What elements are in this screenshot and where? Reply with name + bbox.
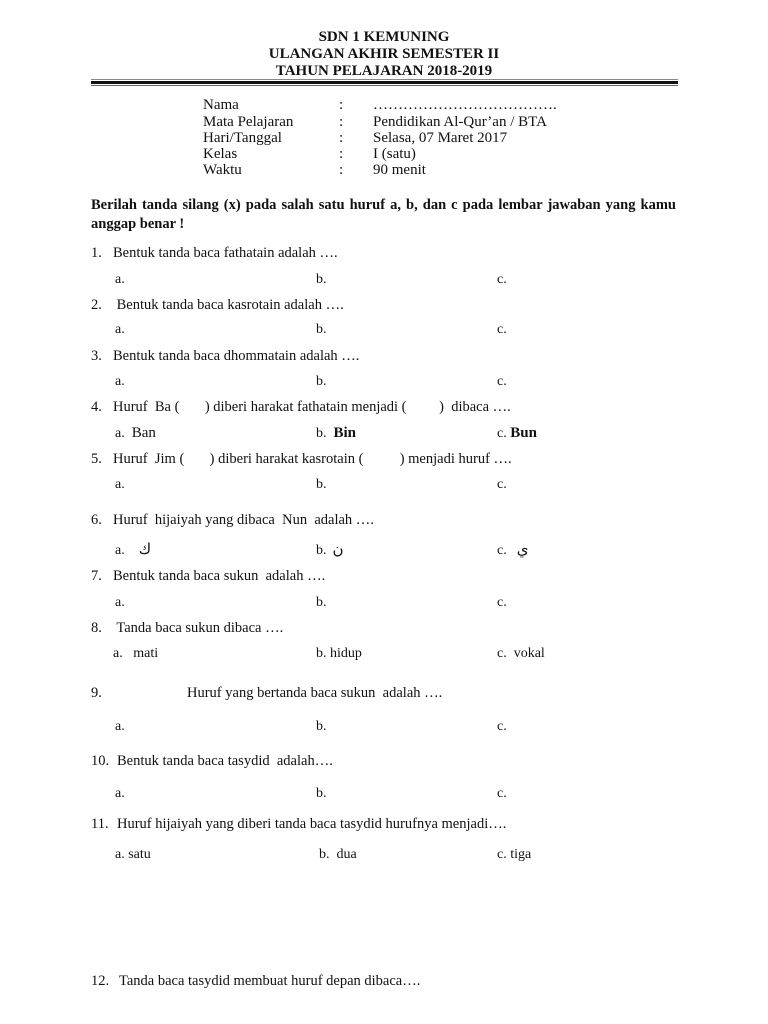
question-number: 9. bbox=[91, 685, 102, 701]
option-b[interactable]: b. bbox=[316, 272, 327, 287]
option-value: mati bbox=[133, 646, 159, 661]
question-number: 10. bbox=[91, 753, 110, 769]
question-number: 7. bbox=[91, 568, 102, 584]
option-value: Bun bbox=[510, 425, 537, 441]
option-c[interactable]: c. bbox=[497, 719, 507, 734]
option-b[interactable]: b. bbox=[316, 477, 327, 492]
option-b[interactable]: b. bbox=[316, 595, 327, 610]
option-letter: a. bbox=[115, 543, 125, 558]
question-number: 3. bbox=[91, 348, 102, 364]
option-b[interactable]: b. bbox=[316, 719, 327, 734]
option-a[interactable]: a. bbox=[115, 272, 125, 287]
option-letter: c. bbox=[497, 646, 507, 661]
question-text: Bentuk tanda baca fathatain adalah …. bbox=[113, 245, 338, 261]
option-letter: b. bbox=[316, 543, 327, 558]
question-number: 5. bbox=[91, 451, 102, 467]
option-letter: c. bbox=[497, 426, 507, 441]
option-a[interactable]: a. bbox=[115, 786, 125, 801]
option-a[interactable]: a. bbox=[115, 719, 125, 734]
header-divider-thick bbox=[91, 81, 678, 84]
header-divider-top bbox=[91, 79, 678, 80]
question-1 bbox=[91, 245, 338, 261]
option-value: hidup bbox=[330, 646, 362, 661]
option-c[interactable]: c. bbox=[497, 322, 507, 337]
school-name: SDN 1 KEMUNING bbox=[318, 29, 450, 45]
question-text: Huruf hijaiyah yang diberi tanda baca tasydid hurufnya menjadi…. bbox=[117, 816, 507, 832]
info-label-nama: Nama bbox=[203, 97, 239, 113]
info-colon: : bbox=[339, 146, 344, 162]
option-letter: b. bbox=[316, 426, 327, 441]
question-text: Huruf Jim ( ) diberi harakat kasrotain ( ) menjadi huruf …. bbox=[113, 451, 512, 467]
question-7 bbox=[91, 568, 325, 584]
question-6 bbox=[91, 512, 374, 528]
option-value: dua bbox=[336, 847, 357, 862]
question-number: 4. bbox=[91, 399, 102, 415]
info-label-hari-tanggal: Hari/Tanggal bbox=[203, 130, 282, 146]
option-letter: a. bbox=[115, 426, 125, 441]
option-c[interactable] bbox=[497, 425, 537, 442]
info-colon: : bbox=[339, 130, 344, 146]
question-4 bbox=[91, 399, 511, 415]
question-number: 6. bbox=[91, 512, 102, 528]
option-a[interactable] bbox=[113, 646, 158, 662]
option-letter: a. bbox=[113, 646, 123, 661]
info-value-kelas: I (satu) bbox=[373, 146, 416, 162]
question-3 bbox=[91, 348, 359, 364]
info-value-mata-pelajaran: Pendidikan Al-Qur’an / BTA bbox=[373, 114, 547, 130]
question-8 bbox=[91, 620, 283, 636]
option-a[interactable] bbox=[115, 541, 151, 559]
option-b[interactable] bbox=[319, 847, 357, 863]
academic-year: TAHUN PELAJARAN 2018-2019 bbox=[275, 63, 493, 79]
option-letter: c. bbox=[497, 847, 507, 862]
exam-title: ULANGAN AKHIR SEMESTER II bbox=[268, 46, 500, 62]
question-text: Tanda baca tasydid membuat huruf depan dibaca…. bbox=[119, 973, 421, 989]
arabic-letter-ya: ي bbox=[516, 540, 529, 558]
option-a[interactable] bbox=[115, 425, 156, 442]
question-text: Huruf hijaiyah yang dibaca Nun adalah …. bbox=[113, 512, 374, 528]
question-12 bbox=[91, 973, 420, 989]
option-letter: c. bbox=[497, 543, 507, 558]
option-a[interactable]: a. bbox=[115, 477, 125, 492]
question-number: 12. bbox=[91, 973, 110, 989]
option-a[interactable]: a. bbox=[115, 374, 125, 389]
option-value: vokal bbox=[513, 646, 545, 661]
option-value: satu bbox=[128, 847, 151, 862]
option-value: tiga bbox=[510, 847, 532, 862]
arabic-letter-nun: ن bbox=[332, 540, 344, 558]
option-b[interactable] bbox=[316, 541, 344, 559]
header-divider-thin bbox=[91, 85, 678, 86]
option-b[interactable]: b. bbox=[316, 786, 327, 801]
question-10 bbox=[91, 753, 333, 769]
option-value: Ban bbox=[131, 425, 156, 441]
info-colon: : bbox=[339, 97, 344, 113]
option-b[interactable] bbox=[316, 646, 362, 662]
option-a[interactable]: a. bbox=[115, 322, 125, 337]
question-number: 2. bbox=[91, 297, 102, 313]
option-c[interactable] bbox=[497, 541, 528, 559]
question-9 bbox=[91, 685, 442, 701]
question-text: Tanda baca sukun dibaca …. bbox=[113, 620, 284, 636]
info-label-waktu: Waktu bbox=[203, 162, 242, 178]
option-b[interactable] bbox=[316, 425, 356, 442]
option-a[interactable]: a. bbox=[115, 595, 125, 610]
question-text: Huruf yang bertanda baca sukun adalah …. bbox=[187, 685, 443, 701]
question-number: 11. bbox=[91, 816, 109, 832]
info-label-kelas: Kelas bbox=[203, 146, 238, 162]
question-number: 1. bbox=[91, 245, 102, 261]
option-c[interactable]: c. bbox=[497, 595, 507, 610]
option-c[interactable]: c. bbox=[497, 477, 507, 492]
name-field[interactable]: ………………………………. bbox=[373, 97, 557, 113]
info-value-waktu: 90 menit bbox=[373, 162, 426, 178]
option-c[interactable] bbox=[497, 646, 545, 662]
question-2 bbox=[91, 297, 344, 313]
option-b[interactable]: b. bbox=[316, 322, 327, 337]
option-letter: b. bbox=[316, 646, 327, 661]
question-text: Huruf Ba ( ) diberi harakat fathatain menjadi ( ) dibaca …. bbox=[113, 399, 511, 415]
option-c[interactable]: c. bbox=[497, 786, 507, 801]
instruction-text: Berilah tanda silang (x) pada salah satu huruf a, b, dan c pada lembar jawaban yang kamu anggap benar ! bbox=[91, 197, 676, 232]
question-text: Bentuk tanda baca kasrotain adalah …. bbox=[113, 297, 344, 313]
question-11 bbox=[91, 816, 506, 832]
info-label-mata-pelajaran: Mata Pelajaran bbox=[203, 114, 294, 130]
option-a[interactable] bbox=[115, 847, 151, 863]
option-letter: a. bbox=[115, 847, 125, 862]
option-c[interactable] bbox=[497, 847, 531, 863]
question-text: Bentuk tanda baca dhommatain adalah …. bbox=[113, 348, 360, 364]
info-colon: : bbox=[339, 114, 344, 130]
option-c[interactable]: c. bbox=[497, 272, 507, 287]
option-b[interactable]: b. bbox=[316, 374, 327, 389]
question-number: 8. bbox=[91, 620, 102, 636]
question-text: Bentuk tanda baca tasydid adalah…. bbox=[117, 753, 333, 769]
question-5 bbox=[91, 451, 512, 467]
arabic-letter-kaf: ك bbox=[138, 540, 152, 558]
option-c[interactable]: c. bbox=[497, 374, 507, 389]
info-value-hari-tanggal: Selasa, 07 Maret 2017 bbox=[373, 130, 508, 146]
option-letter: b. bbox=[319, 847, 330, 862]
question-text: Bentuk tanda baca sukun adalah …. bbox=[113, 568, 326, 584]
option-value: Bin bbox=[333, 425, 357, 441]
info-colon: : bbox=[339, 162, 344, 178]
